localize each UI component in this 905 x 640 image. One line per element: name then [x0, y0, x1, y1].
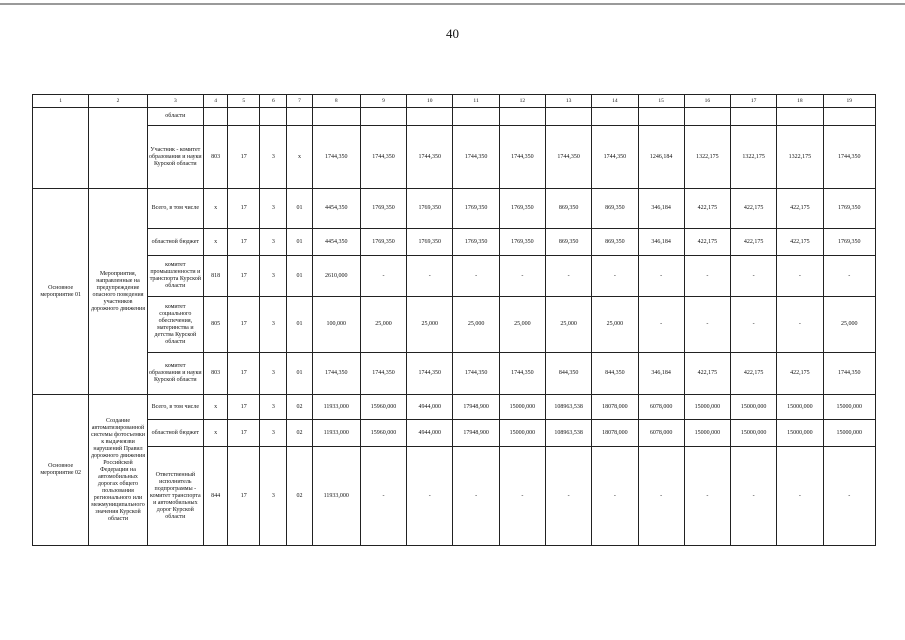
table-cell: 15000,000 — [684, 395, 730, 420]
table-cell: 17948,900 — [453, 395, 499, 420]
table-cell: 4454,350 — [312, 189, 360, 229]
table-cell: - — [592, 256, 638, 297]
table-cell: 2610,000 — [312, 256, 360, 297]
table-cell: 422,175 — [777, 189, 823, 229]
table-cell: 869,350 — [545, 189, 591, 229]
table-cell — [204, 108, 228, 126]
table-cell: 15000,000 — [823, 395, 875, 420]
table-cell: 4944,000 — [407, 420, 453, 447]
header-cell: 3 — [147, 95, 203, 108]
table-cell — [360, 108, 406, 126]
table-cell: - — [545, 447, 591, 546]
table-cell: 02 — [287, 395, 312, 420]
table-row — [33, 420, 876, 447]
table-cell: 422,175 — [684, 229, 730, 256]
table-cell: 3 — [260, 256, 287, 297]
table-cell: 422,175 — [731, 353, 777, 395]
table-cell: 1769,350 — [823, 189, 875, 229]
table-cell: 422,175 — [684, 189, 730, 229]
table-cell: 1744,350 — [823, 353, 875, 395]
table-cell: 17 — [228, 395, 260, 420]
table-cell: 3 — [260, 447, 287, 546]
table-cell: 1744,350 — [499, 126, 545, 189]
table-cell: - — [731, 256, 777, 297]
table-cell: 1744,350 — [312, 126, 360, 189]
table-cell: 422,175 — [731, 189, 777, 229]
table-cell — [260, 108, 287, 126]
table-cell: 17948,900 — [453, 420, 499, 447]
table-cell: 11933,000 — [312, 447, 360, 546]
table-cell: 01 — [287, 297, 312, 353]
table-cell — [684, 108, 730, 126]
table-cell: 422,175 — [777, 353, 823, 395]
table-cell: 1769,350 — [407, 229, 453, 256]
table-cell — [592, 108, 638, 126]
table-cell: 17 — [228, 126, 260, 189]
table-cell: 18078,000 — [592, 420, 638, 447]
table-cell: Участник - комитет образования и науки Курской области — [147, 126, 203, 189]
table-cell: 108963,538 — [545, 395, 591, 420]
table-cell: - — [592, 447, 638, 546]
table-cell: 25,000 — [360, 297, 406, 353]
table-cell: 15000,000 — [499, 420, 545, 447]
header-cell: 15 — [638, 95, 684, 108]
table-cell: 25,000 — [592, 297, 638, 353]
activity-description-cell: Создание автоматизированной системы фотосъемки к выдачеязви нарушений Правил дорожного движения Российской Федерации на автомобильных дорогах общего пользования регионального или межмуниципального значения Курской области — [89, 395, 147, 546]
table-cell: 844,350 — [592, 353, 638, 395]
table-cell: Всего, в том числе — [147, 395, 203, 420]
table-cell: x — [204, 229, 228, 256]
table-cell: 01 — [287, 353, 312, 395]
table-cell: 1744,350 — [499, 353, 545, 395]
table-cell: x — [287, 126, 312, 189]
table-cell: комитет промышленности и транспорта Курской области — [147, 256, 203, 297]
table-cell: Ответственный исполнитель подпрограммы - комитет транспорта и автомобильных дорог Курской области — [147, 447, 203, 546]
activity-name-cell: Основное мероприятие 02 — [33, 395, 89, 546]
table-row — [33, 126, 876, 189]
table-cell: 3 — [260, 395, 287, 420]
table-cell: 1769,350 — [499, 189, 545, 229]
table-cell: 4454,350 — [312, 229, 360, 256]
table-cell: - — [684, 256, 730, 297]
table-cell: областной бюджет — [147, 229, 203, 256]
table-cell — [89, 108, 147, 189]
table-cell — [499, 108, 545, 126]
table-cell: 869,350 — [545, 229, 591, 256]
table-cell: 6078,000 — [638, 395, 684, 420]
table-cell: - — [823, 447, 875, 546]
table-cell: 01 — [287, 189, 312, 229]
table-cell: - — [453, 447, 499, 546]
table-cell: 17 — [228, 229, 260, 256]
table-row — [33, 353, 876, 395]
page-number: 40 — [446, 26, 459, 41]
table-cell: 869,350 — [592, 229, 638, 256]
table-cell: - — [777, 256, 823, 297]
table-cell: - — [407, 447, 453, 546]
table-cell: - — [360, 447, 406, 546]
table-cell: 17 — [228, 189, 260, 229]
table-cell — [33, 108, 89, 189]
table-cell: - — [499, 256, 545, 297]
table-cell: 01 — [287, 229, 312, 256]
table-cell: x — [204, 395, 228, 420]
header-cell: 16 — [684, 95, 730, 108]
table-cell: 818 — [204, 256, 228, 297]
table-cell: x — [204, 420, 228, 447]
table-cell: 15000,000 — [823, 420, 875, 447]
table-cell: 844,350 — [545, 353, 591, 395]
table-cell: 422,175 — [731, 229, 777, 256]
header-cell: 9 — [360, 95, 406, 108]
table-cell: - — [499, 447, 545, 546]
table-cell: 346,184 — [638, 353, 684, 395]
table-cell: комитет образования и науки Курской области — [147, 353, 203, 395]
header-cell: 13 — [545, 95, 591, 108]
table-cell: 1769,350 — [499, 229, 545, 256]
table-cell: - — [638, 297, 684, 353]
table-cell: 15960,000 — [360, 420, 406, 447]
table-cell: 1769,350 — [407, 189, 453, 229]
table-cell: 11933,000 — [312, 420, 360, 447]
table-cell: области — [147, 108, 203, 126]
table-cell: 3 — [260, 126, 287, 189]
header-cell: 12 — [499, 95, 545, 108]
budget-table — [32, 94, 876, 546]
table-cell: 15000,000 — [731, 395, 777, 420]
table-cell: - — [823, 256, 875, 297]
table-cell: - — [545, 256, 591, 297]
table-cell: 1769,350 — [823, 229, 875, 256]
table-cell: - — [684, 297, 730, 353]
table-cell — [287, 108, 312, 126]
table-cell: 1769,350 — [360, 229, 406, 256]
table-cell: 1769,350 — [360, 189, 406, 229]
table-row — [33, 189, 876, 229]
table-cell: - — [777, 447, 823, 546]
table-cell: 25,000 — [407, 297, 453, 353]
table-cell: - — [638, 256, 684, 297]
table-cell — [823, 108, 875, 126]
table-cell: 17 — [228, 256, 260, 297]
table-cell — [407, 108, 453, 126]
table-cell: 805 — [204, 297, 228, 353]
table-row — [33, 447, 876, 546]
table-row — [33, 395, 876, 420]
table-cell: комитет социального обеспечения, материнства и детства Курской области — [147, 297, 203, 353]
table-cell: областной бюджет — [147, 420, 203, 447]
table-cell: 1322,175 — [684, 126, 730, 189]
table-cell: 02 — [287, 447, 312, 546]
table-cell: 6078,000 — [638, 420, 684, 447]
table-cell: 15960,000 — [360, 395, 406, 420]
header-cell: 7 — [287, 95, 312, 108]
table-cell: 108963,538 — [545, 420, 591, 447]
header-cell: 8 — [312, 95, 360, 108]
table-cell: 17 — [228, 353, 260, 395]
header-cell: 18 — [777, 95, 823, 108]
table-cell: - — [731, 447, 777, 546]
table-cell: - — [453, 256, 499, 297]
header-cell: 4 — [204, 95, 228, 108]
table-cell: - — [638, 447, 684, 546]
table-cell: 346,184 — [638, 189, 684, 229]
table-cell: 1744,350 — [545, 126, 591, 189]
table-cell: - — [777, 297, 823, 353]
top-border-line — [0, 3, 905, 5]
table-cell: 1744,350 — [823, 126, 875, 189]
table-cell: 346,184 — [638, 229, 684, 256]
table-cell: 1769,350 — [453, 229, 499, 256]
table-cell: 1322,175 — [777, 126, 823, 189]
table-cell: 844 — [204, 447, 228, 546]
header-cell: 2 — [89, 95, 147, 108]
table-cell: x — [204, 189, 228, 229]
table-row — [33, 108, 876, 126]
table-cell: - — [360, 256, 406, 297]
table-cell: 1769,350 — [453, 189, 499, 229]
table-cell: 15000,000 — [731, 420, 777, 447]
table-cell: 17 — [228, 447, 260, 546]
header-cell: 6 — [260, 95, 287, 108]
table-cell — [731, 108, 777, 126]
table-cell: 869,350 — [592, 189, 638, 229]
table-cell: 3 — [260, 229, 287, 256]
table-row — [33, 297, 876, 353]
table-cell: 11933,000 — [312, 395, 360, 420]
table-row — [33, 229, 876, 256]
table-cell: - — [407, 256, 453, 297]
header-cell: 10 — [407, 95, 453, 108]
header-cell: 5 — [228, 95, 260, 108]
table-cell: 3 — [260, 297, 287, 353]
header-cell: 1 — [33, 95, 89, 108]
table-cell: 3 — [260, 189, 287, 229]
header-cell: 11 — [453, 95, 499, 108]
header-cell: 19 — [823, 95, 875, 108]
table-cell — [545, 108, 591, 126]
table-cell: 3 — [260, 420, 287, 447]
table-cell — [638, 108, 684, 126]
table-cell: - — [684, 447, 730, 546]
table-cell: 1322,175 — [731, 126, 777, 189]
table-cell: 4944,000 — [407, 395, 453, 420]
table-cell: 15000,000 — [777, 420, 823, 447]
table-cell: 1744,350 — [592, 126, 638, 189]
table-cell: 1744,350 — [360, 353, 406, 395]
table-row — [33, 256, 876, 297]
header-cell: 17 — [731, 95, 777, 108]
table-cell — [312, 108, 360, 126]
table-cell: 17 — [228, 420, 260, 447]
table-cell: 422,175 — [777, 229, 823, 256]
table-cell: 3 — [260, 353, 287, 395]
table-cell: 15000,000 — [777, 395, 823, 420]
table-cell: 803 — [204, 126, 228, 189]
table-cell: 02 — [287, 420, 312, 447]
table-cell: Всего, в том числе — [147, 189, 203, 229]
table-cell: 1246,184 — [638, 126, 684, 189]
table-cell: 01 — [287, 256, 312, 297]
table-cell — [777, 108, 823, 126]
table-cell: 1744,350 — [360, 126, 406, 189]
table-cell: 1744,350 — [453, 126, 499, 189]
activity-description-cell: Мероприятия, направленные на предупреждение опасного поведения участников дорожного движения — [89, 189, 147, 395]
table-cell: 25,000 — [499, 297, 545, 353]
table-cell — [228, 108, 260, 126]
table-cell: 15000,000 — [684, 420, 730, 447]
table-cell — [453, 108, 499, 126]
table-cell: 15000,000 — [499, 395, 545, 420]
table-cell: 1744,350 — [453, 353, 499, 395]
table-cell: 18078,000 — [592, 395, 638, 420]
table-cell: 25,000 — [453, 297, 499, 353]
table-cell: 100,000 — [312, 297, 360, 353]
header-row — [33, 95, 876, 108]
table-cell: - — [731, 297, 777, 353]
table-cell: 25,000 — [823, 297, 875, 353]
table-cell: 1744,350 — [407, 126, 453, 189]
activity-name-cell: Основное мероприятие 01 — [33, 189, 89, 395]
header-cell: 14 — [592, 95, 638, 108]
table-cell: 1744,350 — [312, 353, 360, 395]
table-cell: 1744,350 — [407, 353, 453, 395]
table-cell: 17 — [228, 297, 260, 353]
table-cell: 422,175 — [684, 353, 730, 395]
table-cell: 25,000 — [545, 297, 591, 353]
table-cell: 803 — [204, 353, 228, 395]
